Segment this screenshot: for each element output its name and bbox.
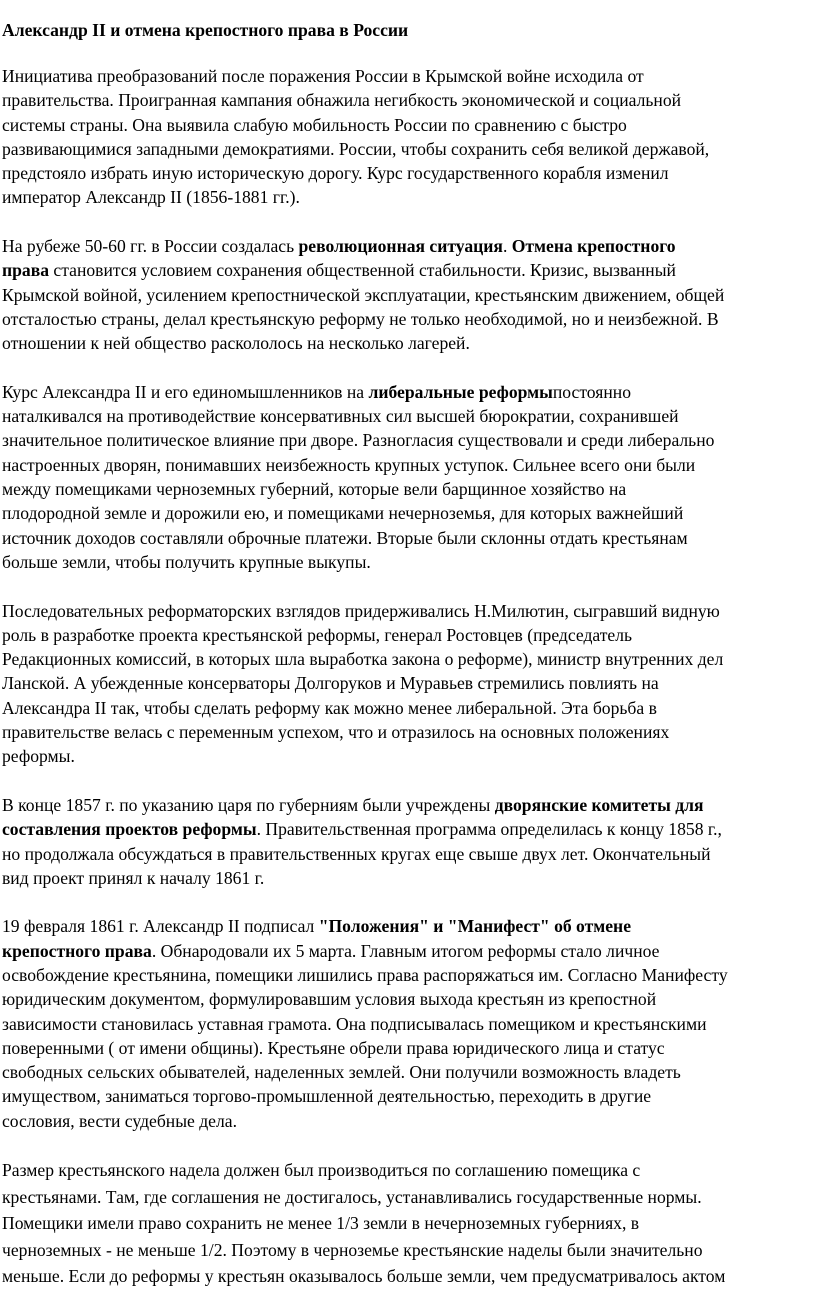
paragraph-6-text-a: 19 февраля 1861 г. Александр II подписал	[2, 916, 319, 937]
term-liberal-reforms: либеральные реформы	[368, 381, 553, 402]
term-statutes-and-manifesto: "Положения" и "Манифест" об отмене крепостного права	[2, 916, 632, 961]
paragraph-5	[2, 793, 817, 890]
term-serfdom-abolition: Отмена крепостного права	[2, 236, 676, 281]
paragraph-1-text: Инициатива преобразований после поражения России в Крымской войне исходила от правительства. Проигранная кампания обнажила негибкость экономической и социальной системы страны. Она выявила слабую мобильность России по сравнению с быстро развивающимися западными демократиями. России, чтобы сохранить себя великой державой, предстояло избрать иную историческую дорогу. Курс государственного корабля изменил император Александр II (1856-1881 гг.).	[2, 66, 710, 208]
paragraph-6-text-b: . Обнародовали их 5 марта. Главным итогом реформы стало личное освобождение крестьянина, помещики лишились права распоряжаться им. Согласно Манифесту юридическим документом, формулировавшим условия выхода крестьян из крепостной зависимости становилась уставная грамота. Она подписывалась помещиком и крестьянскими поверенными ( от имени общины). Крестьяне обрели права юридического лица и статус свободных сельских обывателей, наделенных землей. Они получили возможность владеть имуществом, заниматься торгово-промышленной деятельностью, переходить в другие сословия, вести судебные дела.	[2, 940, 728, 1131]
document-title: Александр II и отмена крепостного права в России	[2, 20, 409, 40]
paragraph-2-text-c: становится условием сохранения общественной стабильности. Кризис, вызванный Крымской войной, усилением крепостнической эксплуатации, крестьянским движением, общей отсталостью страны, делал крестьянскую реформу не только необходимой, но и неизбежной. В отношении к ней общество раскололось на несколько лагерей.	[2, 260, 725, 354]
paragraph-3	[2, 380, 817, 574]
term-noble-committees: дворянские комитеты для составления проектов реформы	[2, 794, 704, 840]
paragraph-7-text: Размер крестьянского надела должен был производиться по соглашению помещика с крестьянами. Там, где соглашения не достигалось, устанавливались государственные нормы. Помещики имели право сохранить не менее 1/3 земли в нечерноземных губерниях, в черноземных - не меньше 1/2. Поэтому в черноземье крестьянские наделы были значительно меньше. Если до реформы у крестьян оказывалось больше земли, чем предусматривалось актом	[2, 1160, 726, 1287]
paragraph-5-text-a: В конце 1857 г. по указанию царя по губерниям были учреждены	[2, 794, 495, 815]
paragraph-1	[2, 64, 817, 210]
paragraph-2-text-b: .	[502, 236, 512, 257]
paragraph-3-text-a: Курс Александра II и его единомышленников на	[2, 381, 369, 402]
paragraph-4-text: Последовательных реформаторских взглядов придерживались Н.Милютин, сыгравший видную роль в разработке проекта крестьянской реформы, генерал Ростовцев (председатель Редакционных комиссий, в которых шла выработка закона о реформе), министр внутренних дел Ланской. А убежденные консерваторы Долгоруков и Муравьев стремились повлиять на Александра II так, чтобы сделать реформу как можно менее либеральной. Эта борьба в правительстве велась с переменным успехом, что и отразилось на основных положениях реформы.	[2, 600, 724, 767]
paragraph-3-text-b: постоянно наталкивался на противодействие консервативных сил высшей бюрократии, сохранившей значительное политическое влияние при дворе. Разногласия существовали и среди либерально настроенных дворян, понимавших неизбежность крупных уступок. Сильнее всего они были между помещиками черноземных губерний, которые вели барщинное хозяйство на плодородной земле и дорожили ею, и помещиками нечерноземья, для которых важнейший источник доходов составляли оброчные платежи. Вторые были склонны отдать крестьянам больше земли, чтобы получить крупные выкупы.	[2, 381, 715, 572]
paragraph-6	[2, 914, 817, 1133]
paragraph-7	[2, 1157, 817, 1290]
paragraph-4	[2, 599, 817, 769]
paragraph-2	[2, 234, 817, 355]
paragraph-5-text-b: . Правительственная программа определилась к концу 1858 г., но продолжала обсуждаться в правительственных кругах еще свыше двух лет. Окончательный вид проект принял к началу 1861 г.	[2, 819, 722, 888]
document-body	[2, 64, 817, 1314]
term-revolutionary-situation: революционная ситуация	[298, 236, 503, 257]
paragraph-2-text-a: На рубеже 50-60 гг. в России создалась	[2, 236, 299, 257]
